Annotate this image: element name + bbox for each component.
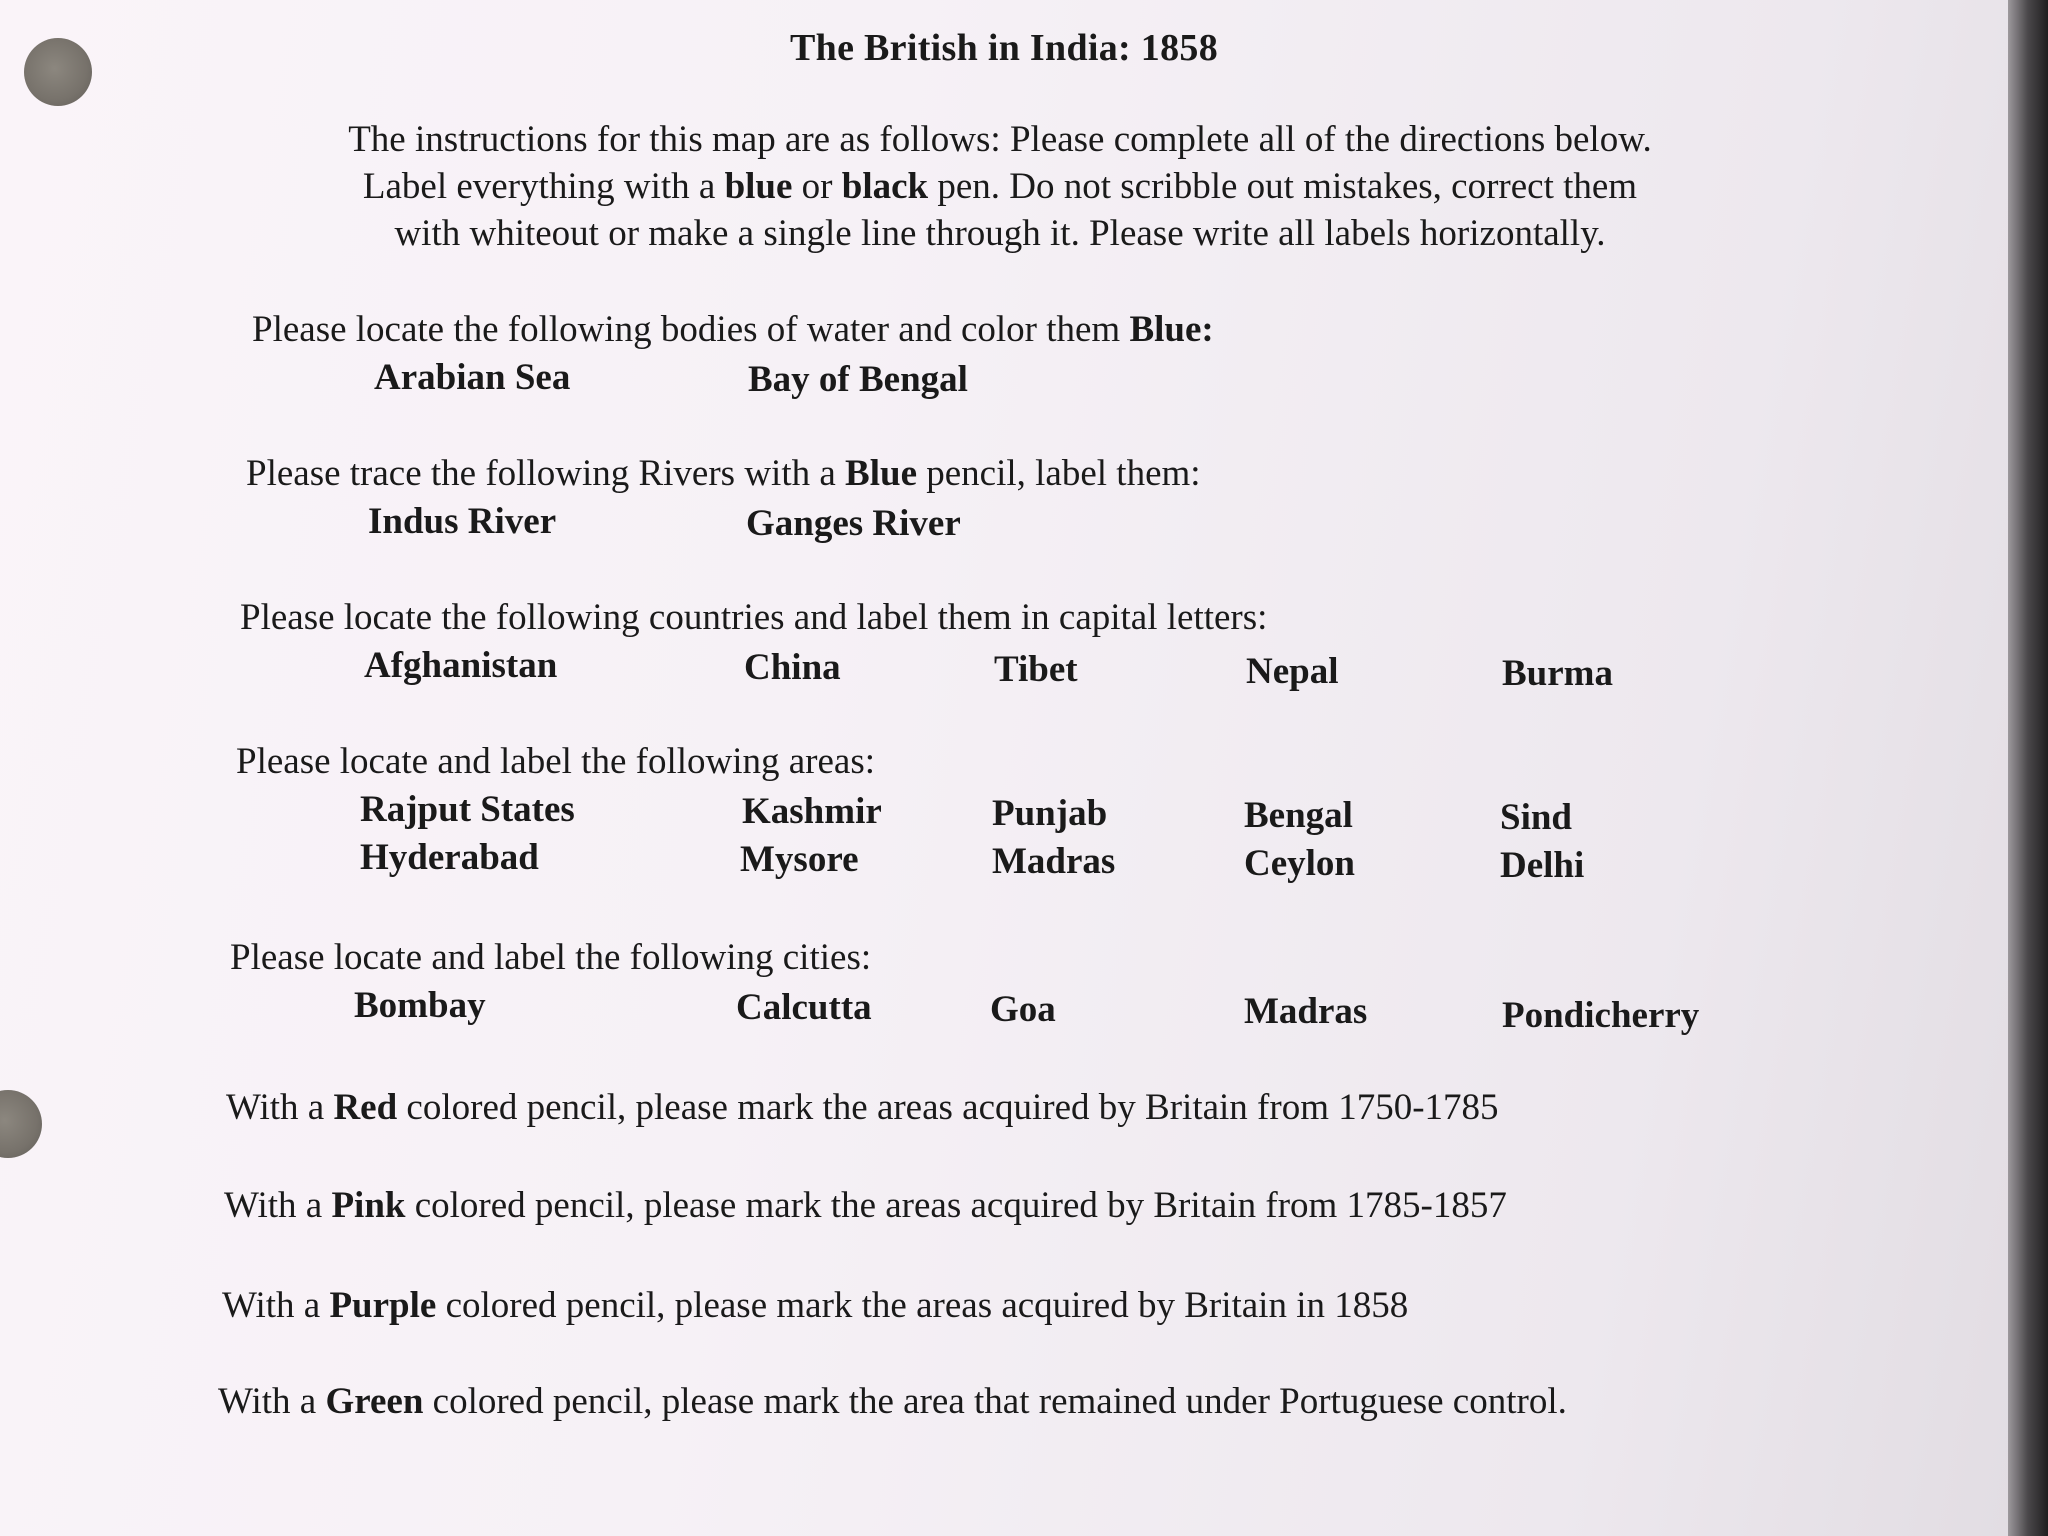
area-item: Delhi	[1500, 845, 1585, 886]
cities-prompt: Please locate and label the following cities:	[230, 937, 872, 978]
country-item: Burma	[1502, 653, 1613, 694]
country-item: Afghanistan	[364, 645, 558, 686]
instructions-emphasis: black	[841, 166, 929, 207]
instructions-text: or	[792, 166, 842, 207]
color-name: Red	[333, 1087, 398, 1128]
city-item: Pondicherry	[1502, 995, 1700, 1036]
instruction-text: colored pencil, please mark the areas acquired by Britain in 1858	[436, 1285, 1409, 1326]
page-title: The British in India: 1858	[789, 27, 1218, 69]
instruction-text: colored pencil, please mark the areas acquired by Britain from 1785-1857	[405, 1185, 1507, 1226]
color-name: Purple	[329, 1285, 437, 1326]
river-item: Indus River	[368, 501, 557, 542]
city-item: Calcutta	[736, 987, 872, 1028]
punch-hole	[0, 1090, 42, 1158]
instruction-text: With a	[224, 1185, 332, 1226]
color-instruction	[224, 1184, 1507, 1227]
river-item: Ganges River	[746, 503, 961, 544]
instructions-line	[240, 163, 1760, 210]
instruction-text: With a	[222, 1285, 330, 1326]
city-item: Bombay	[354, 985, 486, 1026]
area-item: Rajput States	[360, 789, 575, 830]
prompt-emphasis: Blue:	[1129, 309, 1214, 350]
color-instruction	[226, 1086, 1499, 1129]
instructions-line: The instructions for this map are as follows: Please complete all of the directions below.	[348, 119, 1652, 160]
prompt-text: pencil, label them:	[917, 453, 1201, 494]
color-instruction	[218, 1380, 1658, 1424]
water-prompt	[252, 308, 1214, 351]
instructions-emphasis: blue	[724, 166, 793, 207]
instructions-text: pen. Do not scribble out mistakes, correct them	[928, 166, 1638, 207]
area-item: Bengal	[1244, 795, 1353, 836]
instruction-text: colored pencil, please mark the areas acquired by Britain from 1750-1785	[397, 1087, 1499, 1128]
country-item: China	[744, 647, 841, 688]
area-item: Sind	[1500, 797, 1573, 838]
prompt-emphasis: Blue	[845, 453, 917, 494]
instructions-line: with whiteout or make a single line through it. Please write all labels horizontally.	[394, 213, 1606, 254]
instructions-text: Label everything with a	[362, 166, 725, 207]
areas-prompt: Please locate and label the following areas:	[236, 741, 876, 782]
area-item: Punjab	[992, 793, 1108, 834]
country-item: Tibet	[994, 649, 1078, 690]
rivers-prompt	[246, 452, 1201, 495]
instruction-text: colored pencil, please mark the area that remained under Portuguese control.	[423, 1381, 1567, 1422]
countries-prompt: Please locate the following countries and label them in capital letters:	[240, 597, 1268, 638]
color-name: Pink	[331, 1185, 406, 1226]
instruction-text: With a	[226, 1087, 334, 1128]
color-instruction	[222, 1284, 1408, 1327]
water-item: Arabian Sea	[374, 357, 571, 398]
area-item: Kashmir	[742, 791, 882, 832]
area-item: Hyderabad	[360, 837, 539, 878]
instructions-paragraph	[240, 116, 1760, 257]
page-edge-shadow	[2008, 0, 2048, 1536]
area-item: Madras	[992, 841, 1116, 882]
area-item: Ceylon	[1244, 843, 1355, 884]
city-item: Goa	[990, 989, 1056, 1030]
prompt-text: Please trace the following Rivers with a	[246, 453, 846, 494]
country-item: Nepal	[1246, 651, 1339, 692]
instruction-text: With a	[218, 1381, 326, 1422]
color-name: Green	[325, 1381, 424, 1422]
water-item: Bay of Bengal	[748, 359, 968, 400]
city-item: Madras	[1244, 991, 1368, 1032]
area-item: Mysore	[740, 839, 859, 880]
prompt-text: Please locate the following bodies of water and color them	[252, 309, 1130, 350]
